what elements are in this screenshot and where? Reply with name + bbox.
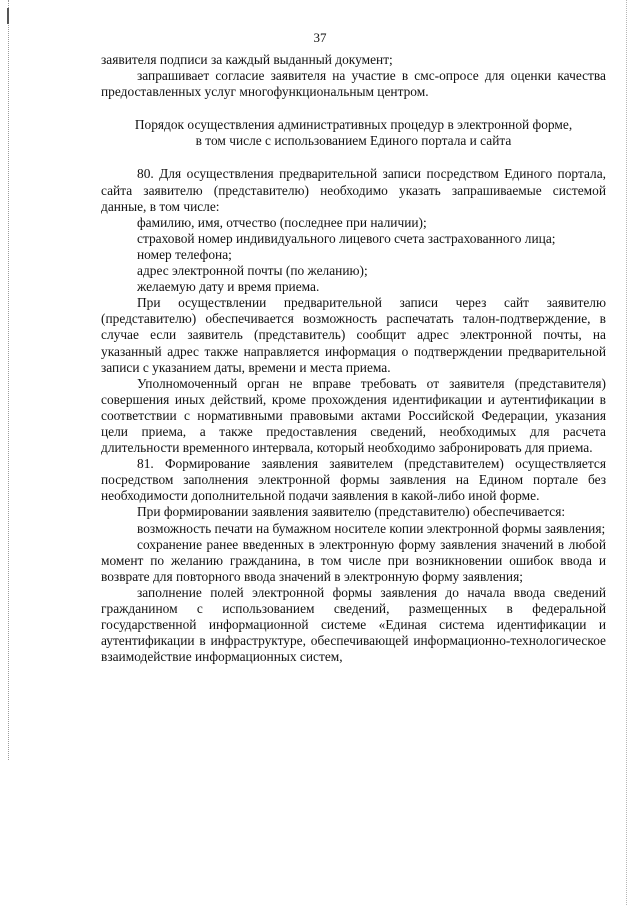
list-item: фамилию, имя, отчество (последнее при наличии); [137,214,427,230]
scan-left-mark [7,8,9,24]
intro-line: заявителя подписи за каждый выданный документ; [101,52,393,67]
intro-paragraph: запрашивает согласие заявителя на участие в смс-опросе для оценки качества предоставленных услуг многофункциональным центром. [101,68,606,100]
scan-left-edge [8,0,10,760]
paragraph: При формировании заявления заявителю (представителю) обеспечивается: [137,504,566,520]
paragraph-80: 80. Для осуществления предварительной записи посредством Единого портала, сайта заявителю (представителю) необходимо указать запрашиваемые системой данные, в том числе: [101,166,606,214]
list-item: страховой номер индивидуального лицевого счета застрахованного лица; [137,230,556,246]
paragraph-81: 81. Формирование заявления заявителем (представителем) осуществляется посредством заполнения электронной формы заявления на Едином портале без необходимости дополнительной подачи заявления в какой-либо иной форме. [101,456,606,504]
list-item: желаемую дату и время приема. [137,279,320,295]
paragraph: Уполномоченный орган не вправе требовать от заявителя (представителя) совершения иных действий, кроме прохождения идентификации и аутентификации в соответствии с нормативными правовыми актами Российской Федерации, указания цели приема, а также предоставления сведений, необходимых для расчета длительности временного интервала, который необходимо забронировать для приема. [101,375,606,456]
paragraph: При осуществлении предварительной записи через сайт заявителю (представителю) обеспечивается возможность распечатать талон-подтверждение, в случае если заявитель (представитель) сообщит адрес электронной почты, на указанный адрес также направляется информация о подтверждении предварительной записи с указанием даты, времени и места приема. [101,295,606,375]
list-item: возможность печати на бумажном носителе копии электронной формы заявления; [137,520,606,536]
list-item: адрес электронной почты (по желанию); [137,263,368,279]
section-heading-line: в том числе с использованием Единого портала и сайта [195,133,512,149]
list-item: заполнение полей электронной формы заявления до начала ввода сведений гражданином с использованием сведений, размещенных в федеральной государственной информационной системе «Единая система идентификации и аутентификации в инфраструктуре, обеспечивающей информационно-технологическое взаимодействие информационных систем, [101,584,606,665]
list-item: номер телефона; [137,246,232,262]
page-number: 37 [313,30,327,45]
scan-right-edge [626,0,628,905]
list-item: сохранение ранее введенных в электронную форму заявления значений в любой момент по желанию гражданина, в том числе при возникновении ошибок ввода и возврате для повторного ввода значений в электронную форму заявления; [101,536,606,584]
section-heading [101,117,606,149]
section-heading-line: Порядок осуществления административных процедур в электронной форме, [134,117,573,133]
document-body [101,52,606,665]
